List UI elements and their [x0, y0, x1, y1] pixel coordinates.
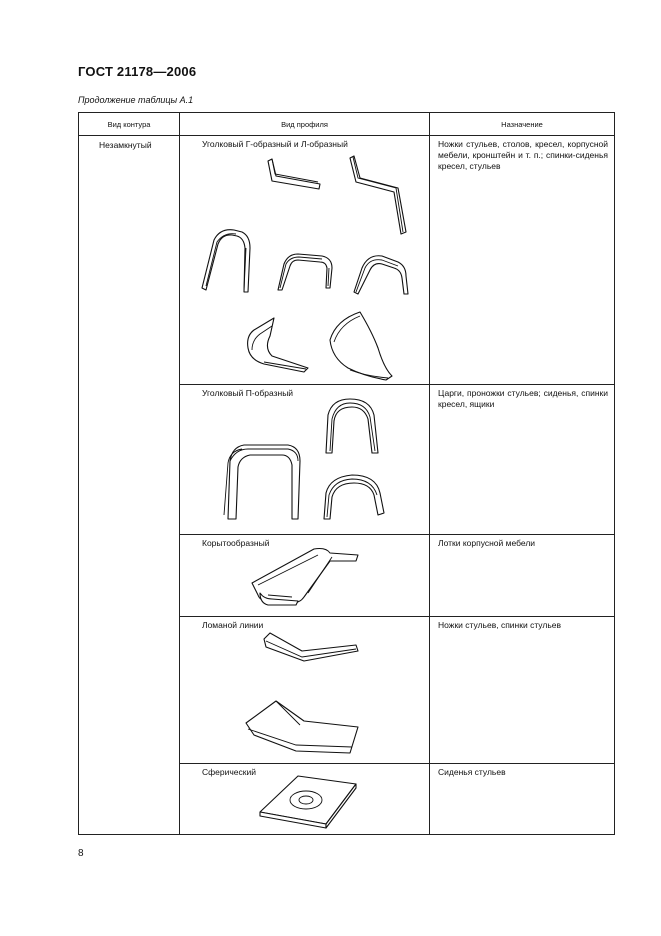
profile-label: Ломаной линии — [202, 620, 264, 630]
purpose-cell: Ножки стульев, спинки стульев — [430, 617, 615, 764]
purpose-cell: Лотки корпусной мебели — [430, 535, 615, 617]
table-caption: Продолжение таблицы А.1 — [78, 95, 194, 105]
profile-label: Уголковый Г-образный и Л-образный — [202, 139, 348, 149]
profile-label: Корытообразный — [202, 538, 270, 548]
header-profile: Вид профиля — [180, 113, 430, 136]
angle-profile-drawing-icon — [180, 136, 430, 385]
header-purpose: Назначение — [430, 113, 615, 136]
profile-cell — [180, 764, 430, 835]
purpose-cell: Сиденья стульев — [430, 764, 615, 835]
profile-cell — [180, 385, 430, 535]
profile-label: Сферический — [202, 767, 256, 777]
profile-cell — [180, 136, 430, 385]
table-header-row — [79, 113, 615, 136]
profile-label: Уголковый П-образный — [202, 388, 294, 398]
purpose-cell: Ножки стульев, столов, кресел, корпусной мебели, кронштейн и т. п.; спинки-сиденья кресел, стульев — [430, 136, 615, 385]
profiles-table — [78, 112, 615, 835]
u-profile-drawing-icon — [180, 385, 430, 535]
profile-cell — [180, 617, 430, 764]
profile-cell — [180, 535, 430, 617]
purpose-cell: Царги, проножки стульев; сиденья, спинки кресел, ящики — [430, 385, 615, 535]
trough-profile-drawing-icon — [180, 535, 430, 617]
broken-line-profile-drawing-icon — [180, 617, 430, 764]
header-contour: Вид контура — [79, 113, 180, 136]
table-row — [79, 136, 615, 385]
contour-cell: Незамкнутый — [79, 136, 180, 835]
page-number: 8 — [78, 848, 84, 859]
document-header: ГОСТ 21178—2006 — [78, 64, 197, 79]
spherical-profile-drawing-icon — [180, 764, 430, 835]
